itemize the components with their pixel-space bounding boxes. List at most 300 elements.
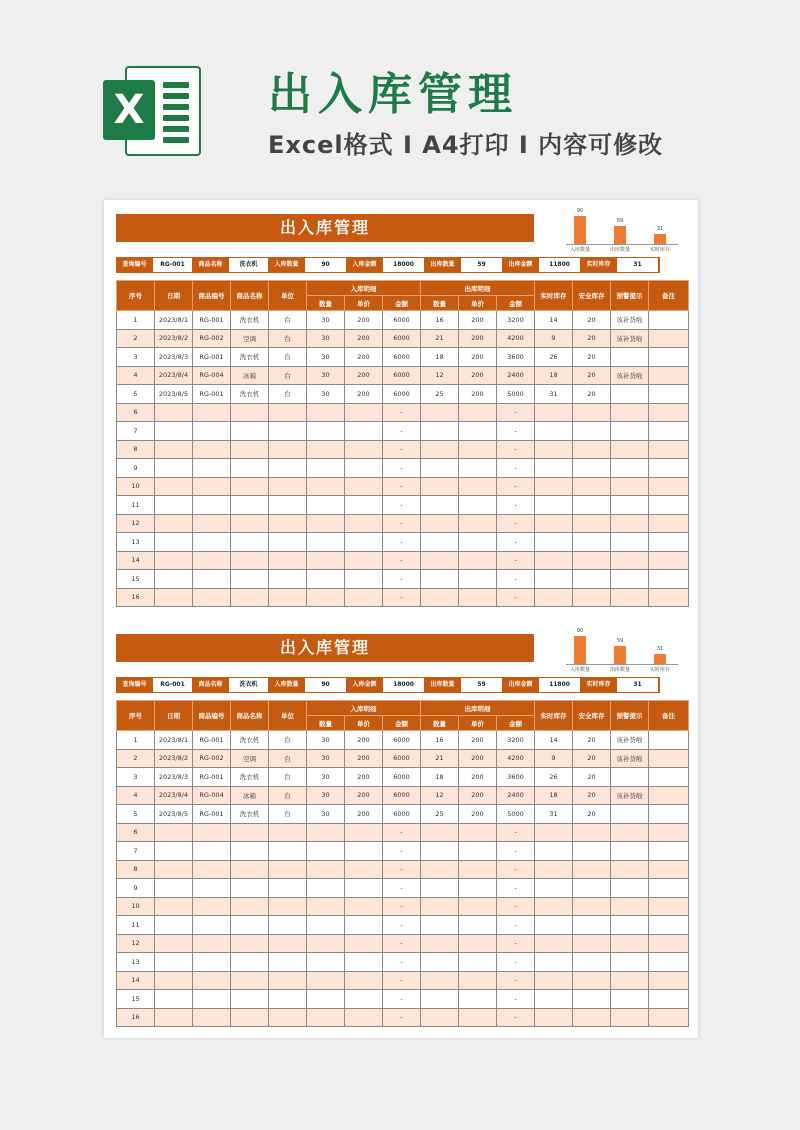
table-cell[interactable]: -	[497, 916, 535, 935]
table-cell[interactable]	[459, 934, 497, 953]
table-cell[interactable]	[155, 990, 193, 1009]
table-cell[interactable]: RG-001	[193, 731, 231, 750]
table-cell[interactable]	[535, 879, 573, 898]
table-cell[interactable]: 200	[459, 768, 497, 787]
table-cell[interactable]	[231, 440, 269, 459]
table-cell[interactable]	[307, 403, 345, 422]
table-cell[interactable]	[459, 422, 497, 441]
table-cell[interactable]	[611, 403, 649, 422]
table-cell[interactable]: -	[383, 477, 421, 496]
table-cell[interactable]: -	[383, 514, 421, 533]
table-cell[interactable]	[459, 823, 497, 842]
table-cell[interactable]: 洗衣机	[231, 731, 269, 750]
table-cell[interactable]: 台	[269, 311, 307, 330]
table-cell[interactable]	[193, 459, 231, 478]
table-cell[interactable]	[459, 897, 497, 916]
table-cell[interactable]	[421, 916, 459, 935]
table-cell[interactable]: 台	[269, 786, 307, 805]
table-cell[interactable]	[193, 860, 231, 879]
table-cell[interactable]: 20	[573, 805, 611, 824]
table-cell[interactable]	[269, 934, 307, 953]
table-cell[interactable]	[345, 440, 383, 459]
table-cell[interactable]	[155, 459, 193, 478]
table-cell[interactable]	[649, 768, 689, 787]
table-cell[interactable]	[307, 477, 345, 496]
table-cell[interactable]: -	[497, 403, 535, 422]
table-cell[interactable]: 9	[117, 879, 155, 898]
table-cell[interactable]: 洗衣机	[231, 348, 269, 367]
table-cell[interactable]	[345, 953, 383, 972]
table-cell[interactable]: 14	[535, 311, 573, 330]
table-cell[interactable]: 11	[117, 916, 155, 935]
table-cell[interactable]	[155, 514, 193, 533]
table-cell[interactable]	[649, 749, 689, 768]
table-cell[interactable]	[459, 440, 497, 459]
table-cell[interactable]	[535, 422, 573, 441]
table-cell[interactable]	[421, 422, 459, 441]
table-cell[interactable]: 31	[535, 385, 573, 404]
table-cell[interactable]: 200	[459, 366, 497, 385]
table-cell[interactable]	[459, 514, 497, 533]
table-cell[interactable]: 20	[573, 385, 611, 404]
table-cell[interactable]: -	[383, 897, 421, 916]
table-cell[interactable]: 20	[573, 768, 611, 787]
table-cell[interactable]: -	[383, 879, 421, 898]
table-cell[interactable]: 14	[117, 551, 155, 570]
table-cell[interactable]: 200	[459, 805, 497, 824]
table-cell[interactable]	[193, 496, 231, 515]
table-cell[interactable]	[345, 477, 383, 496]
table-cell[interactable]: -	[497, 860, 535, 879]
table-cell[interactable]: -	[497, 496, 535, 515]
table-cell[interactable]: 9	[117, 459, 155, 478]
table-cell[interactable]	[573, 533, 611, 552]
table-cell[interactable]	[649, 990, 689, 1009]
table-cell[interactable]	[193, 971, 231, 990]
table-cell[interactable]	[573, 823, 611, 842]
table-cell[interactable]	[231, 1008, 269, 1027]
table-cell[interactable]: 30	[307, 786, 345, 805]
table-cell[interactable]	[345, 860, 383, 879]
table-cell[interactable]	[345, 588, 383, 607]
table-cell[interactable]: -	[383, 1008, 421, 1027]
table-cell[interactable]: 200	[345, 731, 383, 750]
table-cell[interactable]	[649, 570, 689, 589]
table-cell[interactable]	[573, 953, 611, 972]
table-cell[interactable]	[155, 422, 193, 441]
table-cell[interactable]: 20	[573, 348, 611, 367]
table-cell[interactable]: 6000	[383, 731, 421, 750]
table-cell[interactable]: 6000	[383, 348, 421, 367]
table-cell[interactable]: 冰箱	[231, 786, 269, 805]
table-cell[interactable]	[307, 990, 345, 1009]
table-cell[interactable]	[611, 897, 649, 916]
table-cell[interactable]: 200	[459, 731, 497, 750]
table-cell[interactable]	[649, 329, 689, 348]
table-cell[interactable]: -	[383, 934, 421, 953]
table-cell[interactable]	[611, 477, 649, 496]
table-cell[interactable]: 洗衣机	[231, 768, 269, 787]
table-cell[interactable]	[611, 916, 649, 935]
summary-value[interactable]: 11800	[539, 258, 581, 272]
table-cell[interactable]: 200	[345, 329, 383, 348]
table-cell[interactable]	[573, 551, 611, 570]
table-cell[interactable]	[421, 514, 459, 533]
table-cell[interactable]	[421, 570, 459, 589]
table-cell[interactable]	[193, 551, 231, 570]
table-cell[interactable]	[231, 533, 269, 552]
table-cell[interactable]: RG-004	[193, 786, 231, 805]
table-cell[interactable]: 3600	[497, 768, 535, 787]
table-cell[interactable]: 16	[421, 731, 459, 750]
table-cell[interactable]	[193, 879, 231, 898]
table-cell[interactable]	[193, 916, 231, 935]
table-cell[interactable]	[421, 496, 459, 515]
table-cell[interactable]	[307, 823, 345, 842]
table-cell[interactable]	[611, 768, 649, 787]
table-cell[interactable]	[459, 971, 497, 990]
table-cell[interactable]: -	[383, 823, 421, 842]
table-cell[interactable]: 20	[573, 731, 611, 750]
table-cell[interactable]	[421, 934, 459, 953]
table-cell[interactable]: 12	[421, 366, 459, 385]
table-cell[interactable]	[193, 990, 231, 1009]
table-cell[interactable]	[307, 514, 345, 533]
table-cell[interactable]: 洗衣机	[231, 311, 269, 330]
table-cell[interactable]	[345, 570, 383, 589]
table-cell[interactable]	[611, 934, 649, 953]
table-cell[interactable]: 4200	[497, 329, 535, 348]
table-cell[interactable]: 台	[269, 805, 307, 824]
table-cell[interactable]	[345, 514, 383, 533]
table-cell[interactable]: 4200	[497, 749, 535, 768]
table-cell[interactable]	[307, 916, 345, 935]
table-cell[interactable]: 2	[117, 329, 155, 348]
table-cell[interactable]	[231, 496, 269, 515]
table-cell[interactable]	[155, 934, 193, 953]
table-cell[interactable]	[649, 440, 689, 459]
table-cell[interactable]	[535, 514, 573, 533]
table-cell[interactable]	[345, 990, 383, 1009]
table-cell[interactable]: 3200	[497, 311, 535, 330]
table-cell[interactable]: 6000	[383, 768, 421, 787]
table-cell[interactable]	[307, 533, 345, 552]
table-cell[interactable]	[649, 514, 689, 533]
table-cell[interactable]: 5000	[497, 805, 535, 824]
table-cell[interactable]: 1	[117, 731, 155, 750]
table-cell[interactable]	[649, 934, 689, 953]
table-cell[interactable]	[307, 459, 345, 478]
table-cell[interactable]	[345, 403, 383, 422]
table-cell[interactable]	[535, 440, 573, 459]
table-cell[interactable]	[573, 422, 611, 441]
table-cell[interactable]	[535, 897, 573, 916]
table-cell[interactable]	[231, 879, 269, 898]
table-cell[interactable]: -	[497, 588, 535, 607]
table-cell[interactable]: -	[497, 459, 535, 478]
table-cell[interactable]	[611, 551, 649, 570]
table-cell[interactable]: 7	[117, 842, 155, 861]
table-cell[interactable]	[421, 1008, 459, 1027]
table-cell[interactable]	[231, 514, 269, 533]
table-cell[interactable]	[573, 879, 611, 898]
table-cell[interactable]	[231, 823, 269, 842]
table-cell[interactable]	[231, 916, 269, 935]
table-cell[interactable]: -	[383, 422, 421, 441]
summary-value[interactable]: 18000	[383, 678, 425, 692]
table-cell[interactable]	[231, 971, 269, 990]
table-cell[interactable]	[535, 823, 573, 842]
table-cell[interactable]: 16	[117, 1008, 155, 1027]
table-cell[interactable]: 该补货啦	[611, 749, 649, 768]
table-cell[interactable]	[231, 990, 269, 1009]
table-cell[interactable]	[269, 422, 307, 441]
table-cell[interactable]	[421, 990, 459, 1009]
table-cell[interactable]	[193, 533, 231, 552]
table-cell[interactable]: -	[497, 514, 535, 533]
table-cell[interactable]	[421, 842, 459, 861]
table-cell[interactable]	[421, 551, 459, 570]
table-cell[interactable]	[155, 823, 193, 842]
table-cell[interactable]	[649, 496, 689, 515]
table-cell[interactable]: 6000	[383, 786, 421, 805]
table-cell[interactable]	[573, 934, 611, 953]
table-cell[interactable]: -	[497, 971, 535, 990]
table-cell[interactable]: 12	[117, 514, 155, 533]
table-cell[interactable]	[307, 879, 345, 898]
table-cell[interactable]	[573, 496, 611, 515]
table-cell[interactable]: 200	[459, 385, 497, 404]
table-cell[interactable]	[345, 842, 383, 861]
table-cell[interactable]: 1	[117, 311, 155, 330]
table-cell[interactable]: 30	[307, 329, 345, 348]
table-cell[interactable]	[459, 551, 497, 570]
table-cell[interactable]	[611, 860, 649, 879]
table-cell[interactable]	[269, 588, 307, 607]
table-cell[interactable]	[611, 823, 649, 842]
table-cell[interactable]	[307, 860, 345, 879]
table-cell[interactable]: -	[383, 496, 421, 515]
table-cell[interactable]: 200	[459, 749, 497, 768]
table-cell[interactable]	[649, 953, 689, 972]
table-cell[interactable]: -	[497, 823, 535, 842]
table-cell[interactable]	[649, 731, 689, 750]
summary-value[interactable]: 59	[461, 258, 503, 272]
table-cell[interactable]	[269, 842, 307, 861]
table-cell[interactable]: 31	[535, 805, 573, 824]
table-cell[interactable]	[459, 496, 497, 515]
table-cell[interactable]	[649, 588, 689, 607]
table-cell[interactable]: 200	[459, 311, 497, 330]
table-cell[interactable]	[459, 842, 497, 861]
table-cell[interactable]	[535, 551, 573, 570]
table-cell[interactable]: 6	[117, 823, 155, 842]
table-cell[interactable]: 30	[307, 749, 345, 768]
table-cell[interactable]: 2023/8/3	[155, 348, 193, 367]
table-cell[interactable]: 30	[307, 805, 345, 824]
table-cell[interactable]: 2023/8/5	[155, 805, 193, 824]
table-cell[interactable]: 空调	[231, 329, 269, 348]
table-cell[interactable]	[231, 477, 269, 496]
table-cell[interactable]	[421, 860, 459, 879]
table-cell[interactable]: 空调	[231, 749, 269, 768]
table-cell[interactable]: 6	[117, 403, 155, 422]
table-cell[interactable]	[573, 1008, 611, 1027]
table-cell[interactable]: 200	[345, 311, 383, 330]
table-cell[interactable]: -	[383, 403, 421, 422]
table-cell[interactable]: -	[383, 916, 421, 935]
table-cell[interactable]	[345, 916, 383, 935]
table-cell[interactable]: 3200	[497, 731, 535, 750]
table-cell[interactable]	[573, 440, 611, 459]
summary-value[interactable]: 31	[617, 258, 659, 272]
table-cell[interactable]: 7	[117, 422, 155, 441]
table-cell[interactable]: -	[497, 1008, 535, 1027]
table-cell[interactable]: -	[383, 860, 421, 879]
table-cell[interactable]: RG-002	[193, 329, 231, 348]
table-cell[interactable]: RG-001	[193, 348, 231, 367]
table-cell[interactable]: 5000	[497, 385, 535, 404]
table-cell[interactable]	[193, 934, 231, 953]
table-cell[interactable]	[649, 403, 689, 422]
table-cell[interactable]	[535, 953, 573, 972]
table-cell[interactable]: -	[497, 953, 535, 972]
table-cell[interactable]	[155, 879, 193, 898]
table-cell[interactable]: 13	[117, 953, 155, 972]
table-cell[interactable]	[459, 990, 497, 1009]
table-cell[interactable]: 200	[459, 329, 497, 348]
table-cell[interactable]: 2023/8/2	[155, 749, 193, 768]
table-cell[interactable]: -	[497, 440, 535, 459]
table-cell[interactable]: 200	[345, 348, 383, 367]
table-cell[interactable]	[611, 496, 649, 515]
table-cell[interactable]	[649, 366, 689, 385]
table-cell[interactable]	[231, 570, 269, 589]
table-cell[interactable]	[421, 533, 459, 552]
table-cell[interactable]	[155, 533, 193, 552]
table-cell[interactable]: 200	[459, 786, 497, 805]
table-cell[interactable]: 21	[421, 329, 459, 348]
table-cell[interactable]: 6000	[383, 749, 421, 768]
table-cell[interactable]: 2023/8/2	[155, 329, 193, 348]
table-cell[interactable]	[269, 990, 307, 1009]
table-cell[interactable]	[421, 459, 459, 478]
table-cell[interactable]: -	[497, 990, 535, 1009]
table-cell[interactable]	[459, 879, 497, 898]
table-cell[interactable]	[459, 1008, 497, 1027]
table-cell[interactable]: 30	[307, 348, 345, 367]
table-cell[interactable]	[649, 551, 689, 570]
table-cell[interactable]	[269, 533, 307, 552]
table-cell[interactable]	[649, 842, 689, 861]
table-cell[interactable]	[307, 1008, 345, 1027]
table-cell[interactable]: 11	[117, 496, 155, 515]
table-cell[interactable]	[535, 1008, 573, 1027]
table-cell[interactable]: 18	[421, 768, 459, 787]
table-cell[interactable]	[193, 588, 231, 607]
table-cell[interactable]	[611, 348, 649, 367]
table-cell[interactable]	[231, 422, 269, 441]
table-cell[interactable]	[535, 459, 573, 478]
table-cell[interactable]	[269, 1008, 307, 1027]
table-cell[interactable]	[573, 860, 611, 879]
table-cell[interactable]	[611, 842, 649, 861]
table-cell[interactable]	[155, 570, 193, 589]
table-cell[interactable]	[611, 422, 649, 441]
table-cell[interactable]	[307, 842, 345, 861]
table-cell[interactable]: 该补货啦	[611, 731, 649, 750]
table-cell[interactable]: 21	[421, 749, 459, 768]
table-cell[interactable]: 14	[535, 731, 573, 750]
table-cell[interactable]: 该补货啦	[611, 786, 649, 805]
table-cell[interactable]	[535, 588, 573, 607]
table-cell[interactable]	[155, 477, 193, 496]
table-cell[interactable]	[421, 477, 459, 496]
table-cell[interactable]: 10	[117, 897, 155, 916]
table-cell[interactable]: -	[497, 422, 535, 441]
table-cell[interactable]: 20	[573, 366, 611, 385]
table-cell[interactable]: 8	[117, 860, 155, 879]
table-cell[interactable]	[611, 514, 649, 533]
table-cell[interactable]	[573, 403, 611, 422]
table-cell[interactable]	[459, 403, 497, 422]
table-cell[interactable]: -	[383, 588, 421, 607]
table-cell[interactable]	[269, 514, 307, 533]
table-cell[interactable]: 3	[117, 768, 155, 787]
table-cell[interactable]	[345, 823, 383, 842]
table-cell[interactable]	[269, 570, 307, 589]
table-cell[interactable]: 20	[573, 329, 611, 348]
table-cell[interactable]: 30	[307, 768, 345, 787]
table-cell[interactable]: 200	[345, 768, 383, 787]
table-cell[interactable]	[345, 422, 383, 441]
table-cell[interactable]	[611, 879, 649, 898]
table-cell[interactable]	[193, 422, 231, 441]
table-cell[interactable]	[649, 786, 689, 805]
summary-value[interactable]: RG-001	[153, 258, 193, 272]
table-cell[interactable]: 20	[573, 786, 611, 805]
table-cell[interactable]: 200	[345, 366, 383, 385]
table-cell[interactable]	[459, 860, 497, 879]
table-cell[interactable]	[421, 971, 459, 990]
table-cell[interactable]	[421, 953, 459, 972]
table-cell[interactable]	[535, 916, 573, 935]
table-cell[interactable]: 5	[117, 805, 155, 824]
table-cell[interactable]	[649, 916, 689, 935]
table-cell[interactable]	[421, 879, 459, 898]
table-cell[interactable]: 8	[117, 440, 155, 459]
summary-value[interactable]: RG-001	[153, 678, 193, 692]
table-cell[interactable]: 洗衣机	[231, 385, 269, 404]
table-cell[interactable]: RG-001	[193, 805, 231, 824]
table-cell[interactable]: -	[497, 934, 535, 953]
table-cell[interactable]: 冰箱	[231, 366, 269, 385]
table-cell[interactable]	[573, 477, 611, 496]
table-cell[interactable]	[231, 403, 269, 422]
table-cell[interactable]	[535, 403, 573, 422]
summary-value[interactable]: 洗衣机	[229, 258, 269, 272]
table-cell[interactable]: 该补货啦	[611, 311, 649, 330]
table-cell[interactable]: 13	[117, 533, 155, 552]
table-cell[interactable]	[345, 897, 383, 916]
table-cell[interactable]	[535, 477, 573, 496]
table-cell[interactable]: 9	[535, 749, 573, 768]
table-cell[interactable]: 25	[421, 805, 459, 824]
table-cell[interactable]	[155, 588, 193, 607]
table-cell[interactable]	[535, 971, 573, 990]
table-cell[interactable]	[611, 990, 649, 1009]
table-cell[interactable]	[611, 533, 649, 552]
